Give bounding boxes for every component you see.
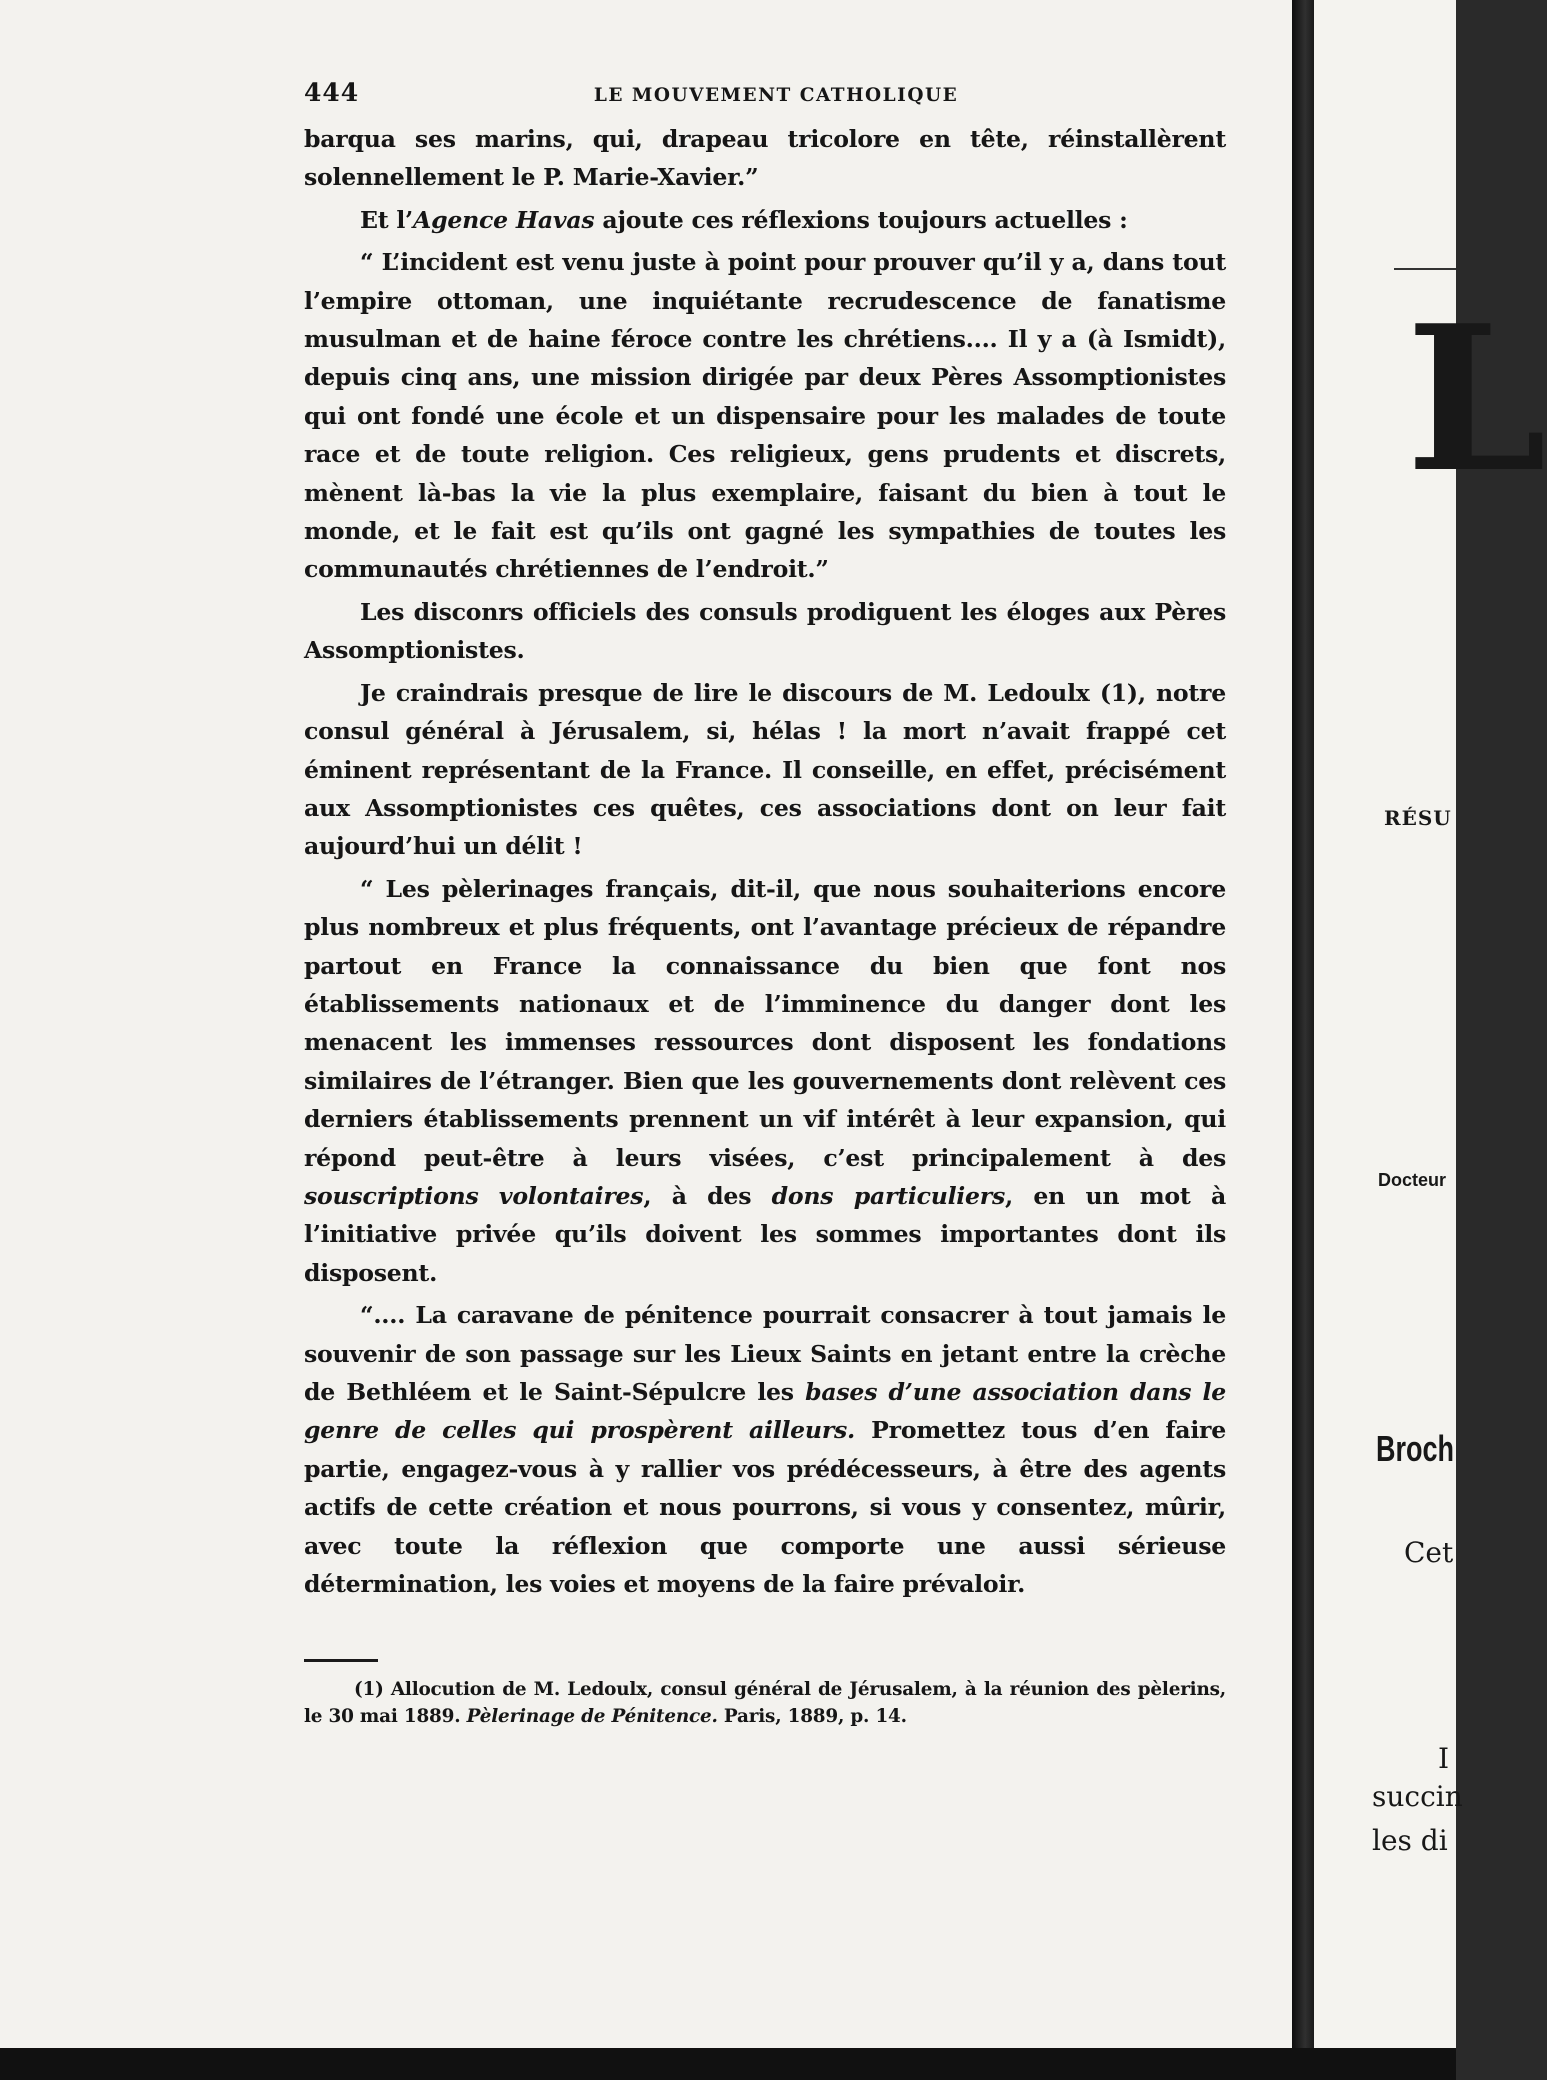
footnote-italic: Pèlerinage de Pénitence.	[466, 1706, 718, 1728]
havas-after: ajoute ces réflexions toujours actuelles :	[594, 205, 1128, 234]
caravane-italic1: bases d’une association dans le genre de celles qui prospèrent ailleurs.	[304, 1378, 1226, 1445]
paragraph-pelerinages	[304, 870, 1226, 1292]
right-page-broch: Broch	[1376, 1428, 1455, 1469]
running-header	[304, 78, 1226, 112]
right-page-cet: Cet	[1404, 1536, 1454, 1569]
right-page-line-1: I	[1438, 1742, 1450, 1775]
footnote-after: Paris, 1889, p. 14.	[717, 1706, 907, 1728]
scanner-edge	[0, 2048, 1456, 2080]
paragraph-havas	[304, 201, 1226, 239]
page-number: 444	[304, 78, 360, 107]
right-page-resu: RÉSU	[1384, 806, 1452, 830]
document-page	[304, 78, 1226, 1730]
pelerinages-italic1: souscriptions volontaires	[304, 1181, 644, 1210]
paragraph-caravane	[304, 1296, 1226, 1603]
right-page-rule	[1394, 268, 1456, 270]
caravane-part1: “.... La caravane de pénitence pourrait consacrer à tout jamais le souvenir de son passage sur les Lieux Saints en jetant entre la crèche de Bethléem et le Saint-Sépulcre les	[304, 1301, 1226, 1406]
running-title: LE MOUVEMENT CATHOLIQUE	[593, 85, 959, 106]
paragraph-discours: Les disconrs officiels des consuls prodiguent les éloges aux Pères Assomptionistes.	[304, 597, 1226, 665]
footnote-rule	[304, 1659, 378, 1662]
pelerinages-italic2: dons particuliers	[771, 1181, 1005, 1210]
pelerinages-part1: “ Les pèlerinages français, dit-il, que nous souhaiterions encore plus nombreux et plus fréquents, ont l’avantage précieux de répandre partout en France la connaissance du bien que font nos établissements nationaux et de l’imminence du danger dont les menacent les immenses ressources dont disposent les fondations similaires de l’étranger. Bien que les gouvernements dont relèvent ces derniers établissements prennent un vif intérêt à leur expansion, qui répond peut-être à leurs visées, c’est principalement à des	[304, 874, 1226, 1172]
pelerinages-part3: , en un mot à l’initiative privée qu’ils doivent les sommes importantes dont ils disposent.	[304, 1181, 1226, 1287]
caravane-part2: Promettez tous d’en faire partie, engagez-vous à y rallier vos prédécesseurs, à être des agents actifs de cette création et nous pourrons, si vous y consentez, mûrir, avec toute la réflexion que comporte une aussi sérieuse détermination, les voies et moyens de la faire prévaloir.	[304, 1416, 1226, 1599]
right-page-line-3: les di	[1372, 1824, 1448, 1857]
havas-before: Et l’	[360, 205, 414, 234]
footnote	[304, 1676, 1226, 1730]
paragraph-ledoulx: Je craindrais presque de lire le discours de M. Ledoulx (1), notre consul général à Jérusalem, si, hélas ! la mort n’avait frappé cet éminent représentant de la France. Il conseille, en effet, précisément aux Assomptionistes ces quêtes, ces associations dont on leur fait aujourd’hui un délit !	[304, 678, 1226, 861]
book-gutter	[1292, 0, 1314, 2048]
paragraph-incident: “ L’incident est venu juste à point pour prouver qu’il y a, dans tout l’empire ottoman, une inquiétante recrudescence de fanatisme musulman et de haine féroce contre les chrétiens.... Il y a (à Ismidt), depuis cinq ans, une mission dirigée par deux Pères Assomptionistes qui ont fondé une école et un dispensaire pour les malades de toute race et de toute religion. Ces religieux, gens prudents et discrets, mènent là-bas la vie la plus exemplaire, faisant du bien à tout le monde, et le fait est qu’ils ont gagné les sympathies de toutes les communautés chrétiennes de l’endroit.”	[304, 248, 1226, 584]
havas-italic: Agence Havas	[413, 205, 595, 234]
right-page-docteur: Docteur	[1378, 1170, 1447, 1190]
right-page-big-letter: L	[1406, 282, 1547, 517]
paragraph-1: barqua ses marins, qui, drapeau tricolore en tête, réinstallèrent solennellement le P. Marie-Xavier.”	[304, 125, 1226, 192]
pelerinages-part2: , à des	[643, 1181, 772, 1210]
right-page-line-2: succin	[1372, 1780, 1463, 1813]
footnote-before: (1) Allocution de M. Ledoulx, consul général de Jérusalem, à la réunion des pèlerins, le 30 mai 1889.	[304, 1679, 1226, 1728]
